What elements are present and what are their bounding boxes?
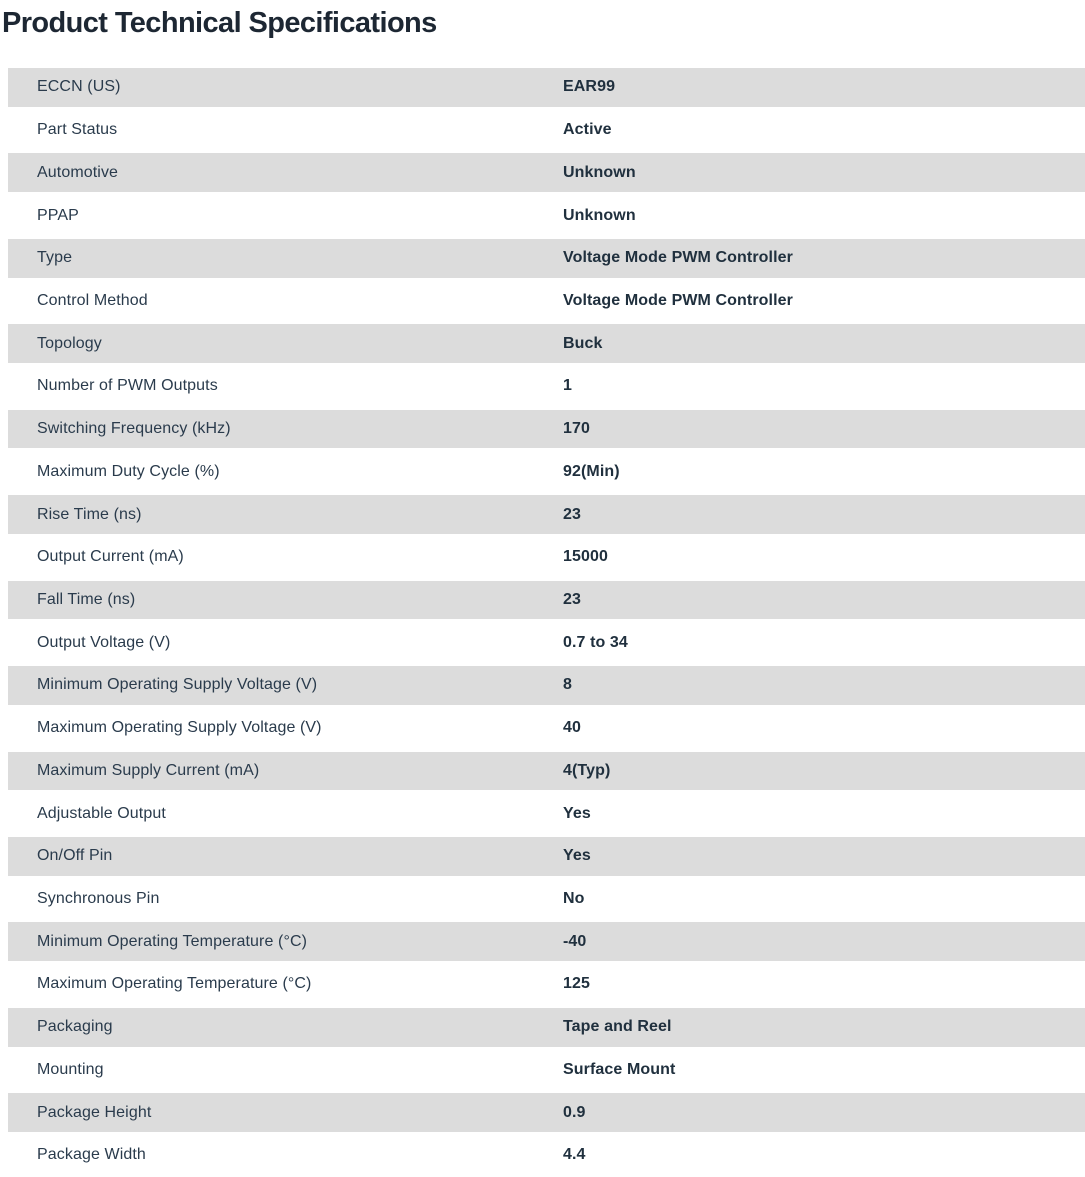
spec-label: Automotive [37,163,119,181]
spec-value: Active [563,121,612,139]
spec-value: 125 [563,975,590,993]
spec-label: Package Width [37,1146,146,1164]
spec-row [8,707,1085,750]
spec-label: Minimum Operating Temperature (°C) [37,932,308,950]
spec-label: Part Status [37,121,118,139]
spec-row [8,1006,1085,1049]
spec-label: Maximum Operating Supply Voltage (V) [37,719,322,737]
spec-value: Buck [563,334,603,352]
spec-value: Unknown [563,206,636,224]
spec-label: Packaging [37,1018,113,1036]
spec-value: Voltage Mode PWM Controller [563,249,793,267]
spec-label: Maximum Supply Current (mA) [37,761,260,779]
spec-row [8,920,1085,963]
spec-table [8,66,1085,1177]
spec-label: Switching Frequency (kHz) [37,420,231,438]
spec-value: 8 [563,676,572,694]
spec-value: 0.9 [563,1103,586,1121]
spec-row [8,750,1085,793]
spec-label: PPAP [37,206,79,224]
spec-label: Rise Time (ns) [37,505,142,523]
spec-row [8,322,1085,365]
spec-label: Mounting [37,1060,104,1078]
spec-value: No [563,890,585,908]
spec-label: Adjustable Output [37,804,166,822]
spec-row [8,450,1085,493]
spec-row [8,365,1085,408]
spec-value: EAR99 [563,78,616,96]
spec-row [8,792,1085,835]
spec-value: 4.4 [563,1146,586,1164]
spec-row [8,878,1085,921]
spec-row [8,621,1085,664]
spec-value: Surface Mount [563,1060,676,1078]
spec-row [8,536,1085,579]
spec-value: 40 [563,719,581,737]
spec-row [8,835,1085,878]
spec-label: Package Height [37,1103,152,1121]
page-title: Product Technical Specifications [2,7,437,39]
spec-row [8,1134,1085,1177]
spec-value: 1 [563,377,572,395]
spec-row [8,194,1085,237]
spec-label: ECCN (US) [37,78,121,96]
spec-label: Topology [37,334,102,352]
spec-label: On/Off Pin [37,847,113,865]
spec-row [8,664,1085,707]
spec-value: Yes [563,847,591,865]
spec-label: Output Voltage (V) [37,633,171,651]
spec-value: Voltage Mode PWM Controller [563,291,793,309]
spec-row [8,1091,1085,1134]
spec-value: 23 [563,590,581,608]
spec-value: 4(Typ) [563,761,611,779]
spec-label: Maximum Operating Temperature (°C) [37,975,312,993]
spec-row [8,66,1085,109]
spec-label: Fall Time (ns) [37,590,136,608]
spec-value: Yes [563,804,591,822]
spec-value: -40 [563,932,587,950]
spec-row [8,109,1085,152]
spec-row [8,579,1085,622]
spec-row [8,408,1085,451]
spec-label: Type [37,249,73,267]
spec-row [8,493,1085,536]
spec-row [8,1049,1085,1092]
spec-value: 92(Min) [563,462,620,480]
spec-value: Unknown [563,163,636,181]
spec-row [8,151,1085,194]
spec-row [8,963,1085,1006]
spec-label: Synchronous Pin [37,890,160,908]
spec-value: 0.7 to 34 [563,633,628,651]
spec-value: 15000 [563,548,608,566]
spec-value: Tape and Reel [563,1018,672,1036]
spec-label: Output Current (mA) [37,548,184,566]
spec-value: 23 [563,505,581,523]
spec-label: Control Method [37,291,148,309]
spec-label: Minimum Operating Supply Voltage (V) [37,676,318,694]
spec-value: 170 [563,420,590,438]
spec-label: Number of PWM Outputs [37,377,218,395]
spec-label: Maximum Duty Cycle (%) [37,462,220,480]
spec-row [8,280,1085,323]
spec-row [8,237,1085,280]
